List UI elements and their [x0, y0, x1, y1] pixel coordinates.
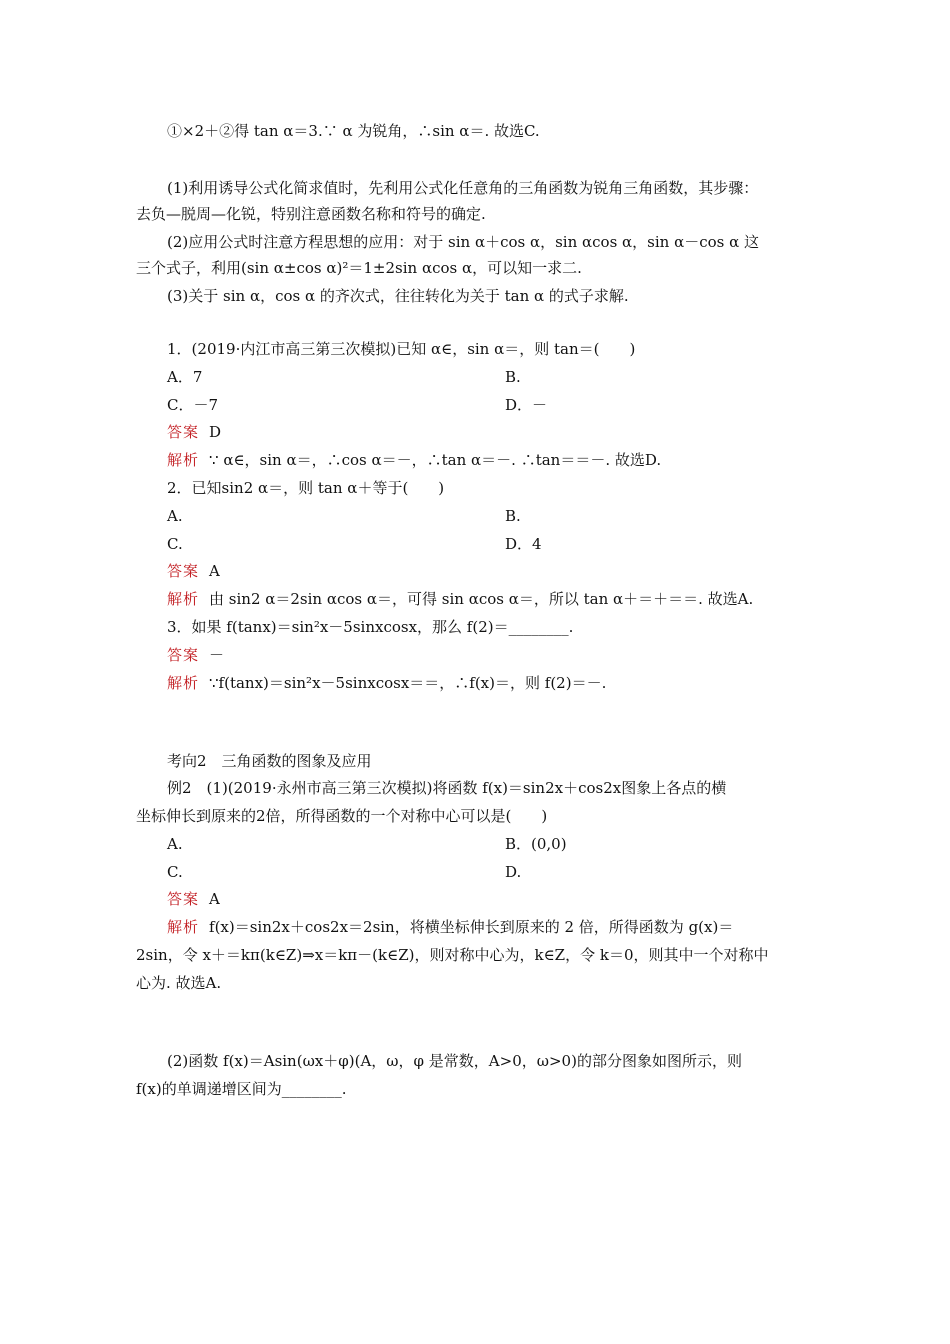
section-heading: 考向2 三角函数的图象及应用 [167, 752, 372, 770]
question-1-option-a: A．7 [167, 368, 203, 386]
analysis-label: 解析 [167, 674, 200, 692]
question-1-option-d: D．－ [505, 396, 548, 414]
solution-line: ①×2＋②得 tan α＝3.∵ α 为锐角，∴sin α＝. 故选C. [167, 122, 540, 140]
answer-value: D [209, 423, 222, 441]
analysis-text: ∵f(tanx)＝sin²x－5sinxcosx＝＝，∴f(x)＝，则 f(2)＝－. [209, 674, 607, 692]
note-item-1: (1)利用诱导公式化简求值时，先利用公式化任意角的三角函数为锐角三角函数，其步骤： [167, 179, 759, 197]
example-2-stem: 例2 (1)(2019·永州市高三第三次模拟)将函数 f(x)＝sin2x＋cos2x图象上各点的横 [167, 779, 727, 797]
example-2-option-c: C. [167, 863, 183, 881]
question-2-option-c: C. [167, 535, 183, 553]
answer-value: A [209, 890, 220, 908]
analysis-text: ∵ α∈，sin α＝，∴cos α＝－，∴tan α＝－. ∴tan＝＝－. 故选D. [209, 451, 662, 469]
question-1-stem: 1．(2019·内江市高三第三次模拟)已知 α∈，sin α＝，则 tan＝( ) [167, 340, 636, 358]
example-2-analysis-cont: 2sin，令 x＋＝kπ(k∈Z)⇒x＝kπ－(k∈Z)，则对称中心为，k∈Z，令 k＝0，则其中一个对称中 [136, 946, 769, 964]
answer-value: － [209, 646, 225, 664]
example-2-option-b: B．(0,0) [505, 835, 567, 853]
answer-label: 答案 [167, 562, 200, 580]
question-3-answer [167, 645, 224, 665]
answer-label: 答案 [167, 423, 200, 441]
example-2-option-a: A. [167, 835, 183, 853]
example-2-analysis [167, 917, 733, 937]
example-2-answer [167, 889, 220, 909]
note-item-2: (2)应用公式时注意方程思想的应用：对于 sin α＋cos α，sin αcos α，sin α－cos α 这 [167, 233, 760, 251]
question-3-stem: 3．如果 f(tanx)＝sin²x－5sinxcosx，那么 f(2)＝________. [167, 618, 574, 636]
question-2-option-d: D．4 [505, 535, 542, 553]
analysis-label: 解析 [167, 451, 200, 469]
analysis-label: 解析 [167, 918, 200, 936]
question-2-answer [167, 561, 220, 581]
analysis-label: 解析 [167, 590, 200, 608]
question-2-option-b: B. [505, 507, 521, 525]
question-1-analysis [167, 450, 661, 470]
example-2-part-2: (2)函数 f(x)＝Asin(ωx＋φ)(A，ω，φ 是常数，A>0，ω>0)的部分图象如图所示，则 [167, 1052, 742, 1070]
note-item-3: (3)关于 sin α，cos α 的齐次式，往往转化为关于 tan α 的式子求解. [167, 287, 629, 305]
answer-value: A [209, 562, 220, 580]
example-2-analysis-end: 心为. 故选A. [136, 974, 222, 992]
question-2-analysis [167, 589, 753, 609]
analysis-text: 由 sin2 α＝2sin αcos α＝，可得 sin αcos α＝，所以 tan α＋＝＋＝＝. 故选A. [209, 590, 754, 608]
example-2-option-d: D. [505, 863, 522, 881]
question-2-stem: 2．已知sin2 α＝，则 tan α＋等于( ) [167, 479, 445, 497]
question-1-answer [167, 422, 221, 442]
example-2-part-2-cont: f(x)的单调递增区间为________. [136, 1080, 347, 1098]
question-2-option-a: A. [167, 507, 183, 525]
analysis-text: f(x)＝sin2x＋cos2x＝2sin，将横坐标伸长到原来的 2 倍，所得函数为 g(x)＝ [209, 918, 734, 936]
note-item-2-cont: 三个式子，利用(sin α±cos α)²＝1±2sin αcos α，可以知一求二. [136, 259, 582, 277]
note-item-1-cont: 去负—脱周—化锐，特别注意函数名称和符号的确定. [136, 205, 486, 223]
question-3-analysis [167, 673, 606, 693]
answer-label: 答案 [167, 890, 200, 908]
answer-label: 答案 [167, 646, 200, 664]
example-2-stem-cont: 坐标伸长到原来的2倍，所得函数的一个对称中心可以是( ) [136, 807, 548, 825]
question-1-option-b: B. [505, 368, 521, 386]
question-1-option-c: C．－7 [167, 396, 219, 414]
